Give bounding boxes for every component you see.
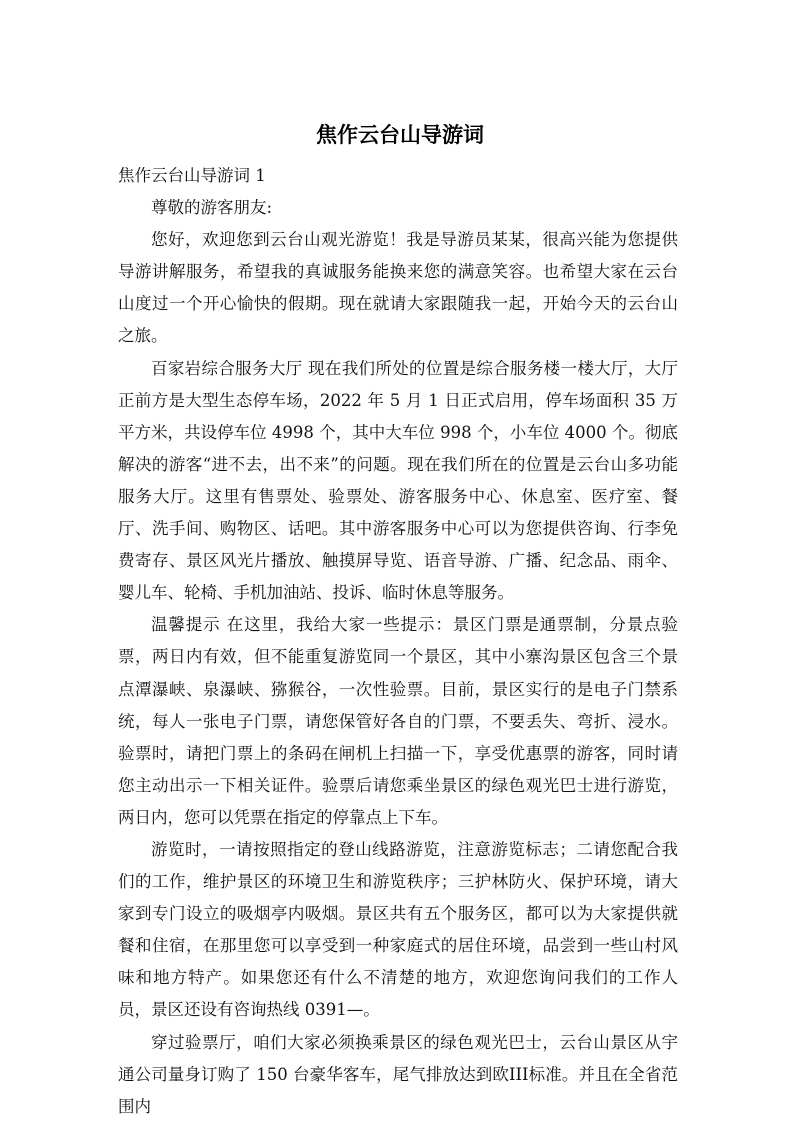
paragraph-subtitle: 焦作云台山导游词 1 <box>118 166 266 185</box>
paragraph-shuttle-bus: 穿过验票厅，咱们大家必须换乘景区的绿色观光巴士，云台山景区从宇通公司量身订购了 150 台豪华客车，尾气排放达到欧III标准。并且在全省范围内 <box>118 1032 678 1116</box>
document-title: 焦作云台山导游词 <box>316 123 484 147</box>
paragraph-greeting: 尊敬的游客朋友: <box>151 198 273 218</box>
paragraph-welcome: 您好，欢迎您到云台山观光游览！我是导游员某某，很高兴能为您提供导游讲解服务，希望我的真诚服务能换来您的满意笑容。也希望大家在云台山度过一个开心愉快的假期。现在就请大家跟随我一起，开始今天的云台山之旅。 <box>118 230 678 346</box>
paragraph-touring-rules: 游览时，一请按照指定的登山线路游览，注意游览标志；二请您配合我们的工作，维护景区的环境卫生和游览秩序；三护林防火、保护环境，请大家到专门设立的吸烟亭内吸烟。景区共有五个服务区，都可以为大家提供就餐和住宿，在那里您可以享受到一种家庭式的居住环境，品尝到一些山村风味和地方特产。如果您还有什么不清楚的地方，欢迎您询问我们的工作人员，景区还设有咨询热线 0391—。 <box>118 839 678 1020</box>
paragraph-tips: 温馨提示 在这里，我给大家一些提示：景区门票是通票制，分景点验票，两日内有效，但不能重复游览同一个景区，其中小寨沟景区包含三个景点潭瀑峡、泉瀑峡、猕猴谷，一次性验票。目前，景区实行的是电子门禁系统，每人一张电子门票，请您保管好各自的门票，不要丢失、弯折、浸水。验票时，请把门票上的条码在闸机上扫描一下，享受优惠票的游客，同时请您主动出示一下相关证件。验票后请您乘坐景区的绿色观光巴士进行游览，两日内，您可以凭票在指定的停靠点上下车。 <box>118 615 678 827</box>
document-body <box>118 160 678 1123</box>
paragraph-service-hall: 百家岩综合服务大厅 现在我们所处的位置是综合服务楼一楼大厅，大厅正前方是大型生态停车场，2022 年 5 月 1 日正式启用，停车场面积 35 万平方米，共设停车位 4998 个，其中大车位 998 个，小车位 4000 个。彻底解决的游客“进不去，出不来”的问题。现在我们所在的位置是云台山多功能服务大厅。这里有售票处、验票处、游客服务中心、休息室、医疗室、餐厅、洗手间、购物区、话吧。其中游客服务中心可以为您提供咨询、行李免费寄存、景区风光片播放、触摸屏导览、语音导游、广播、纪念品、雨伞、婴儿车、轮椅、手机加油站、投诉、临时休息等服务。 <box>118 358 678 603</box>
